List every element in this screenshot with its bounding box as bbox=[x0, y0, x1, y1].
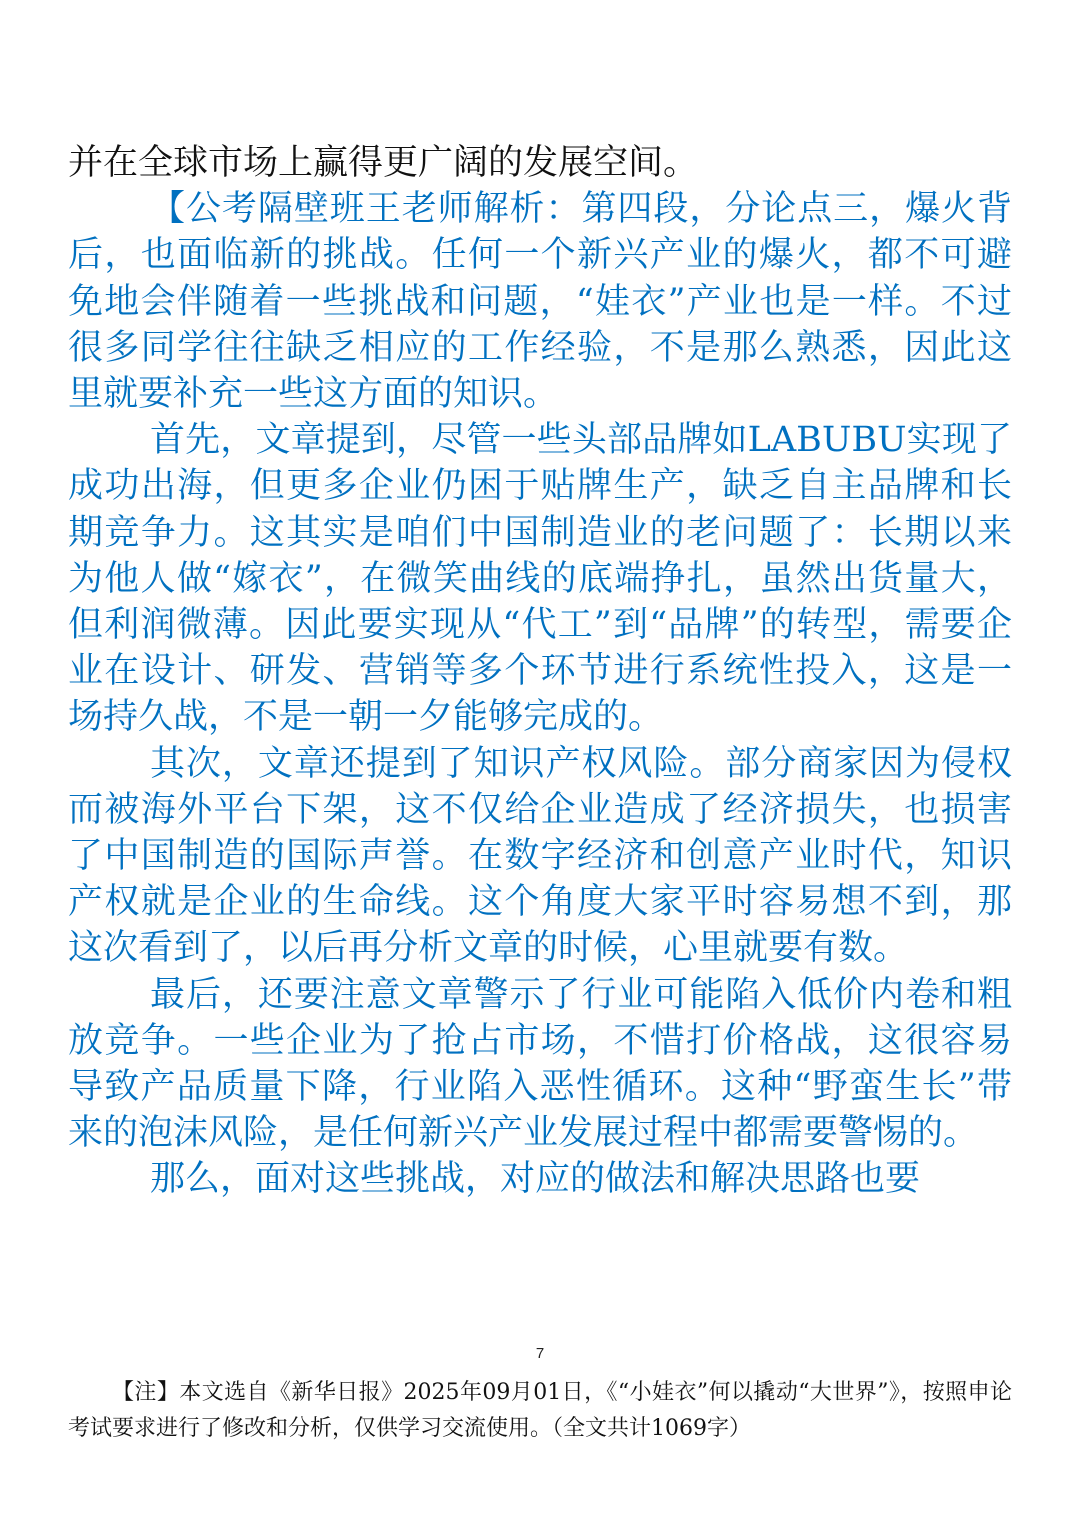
document-body bbox=[68, 140, 1012, 1203]
analysis-paragraph-second: 其次，文章还提到了知识产权风险。部分商家因为侵权而被海外平台下架，这不仅给企业造成了经济损失，也损害了中国制造的国际声誉。在数字经济和创意产业时代，知识产权就是企业的生命线。这个角度大家平时容易想不到，那这次看到了，以后再分析文章的时候，心里就要有数。 bbox=[68, 743, 1012, 969]
page-number: 7 bbox=[535, 1345, 545, 1362]
analysis-paragraph-last: 最后，还要注意文章警示了行业可能陷入低价内卷和粗放竞争。一些企业为了抢占市场，不惜打价格战，这很容易导致产品质量下降，行业陷入恶性循环。这种“野蛮生长”带来的泡沫风险，是任何新兴产业发展过程中都需要警惕的。 bbox=[68, 974, 1012, 1154]
analysis-paragraph-first: 首先，文章提到，尽管一些头部品牌如LABUBU实现了成功出海，但更多企业仍困于贴牌生产，缺乏自主品牌和长期竞争力。这其实是咱们中国制造业的老问题了：长期以来为他人做“嫁衣”，在微笑曲线的底端挣扎，虽然出货量大，但利润微薄。因此要实现从“代工”到“品牌”的转型，需要企业在设计、研发、营销等多个环节进行系统性投入，这是一场持久战，不是一朝一夕能够完成的。 bbox=[68, 420, 1012, 738]
continuation-paragraph: 并在全球市场上赢得更广阔的发展空间。 bbox=[68, 143, 699, 183]
analysis-paragraph-continuation: 那么，面对这些挑战，对应的做法和解决思路也要 bbox=[150, 1159, 921, 1200]
source-footnote: 【注】本文选自《新华日报》2025年09月01日，《“小娃衣”何以撬动“大世界”》，按照申论考试要求进行了修改和分析，仅供学习交流使用。（全文共计1069字） bbox=[68, 1380, 1012, 1441]
analysis-paragraph-intro: 【公考隔壁班王老师解析：第四段，分论点三，爆火背后，也面临新的挑战。任何一个新兴产业的爆火，都不可避免地会伴随着一些挑战和问题，“娃衣”产业也是一样。不过很多同学往往缺乏相应的工作经验，不是那么熟悉，因此这里就要补充一些这方面的知识。 bbox=[68, 189, 1012, 415]
